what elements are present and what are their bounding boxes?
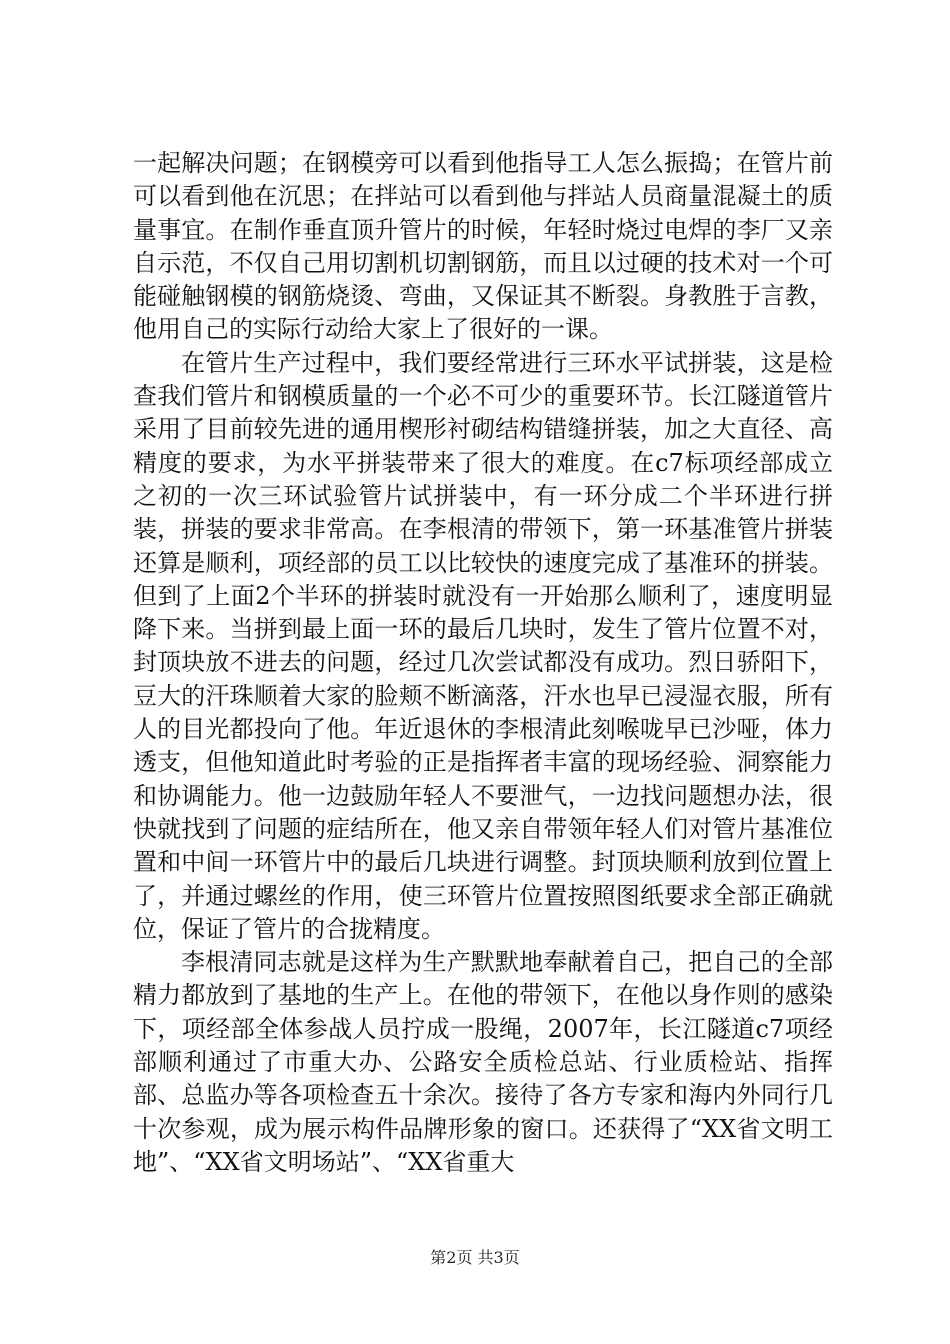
paragraph-1: 一起解决问题；在钢模旁可以看到他指导工人怎么振捣；在管片前可以看到他在沉思；在拌站可以看到他与拌站人员商量混凝土的质量事宜。在制作垂直顶升管片的时候，年轻时烧过电焊的李厂又亲自示范，不仅自己用切割机切割钢筋，而且以过硬的技术对一个可能碰触钢模的钢筋烧烫、弯曲，又保证其不断裂。身教胜于言教，他用自己的实际行动给大家上了很好的一课。 bbox=[133, 149, 833, 344]
paragraph-3: 李根清同志就是这样为生产默默地奉献着自己，把自己的全部精力都放到了基地的生产上。在他的带领下，在他以身作则的感染下，项经部全体参战人员拧成一股绳，2007年，长江隧道c7项经部顺利通过了市重大办、公路安全质检总站、行业质检站、指挥部、总监办等各项检查五十余次。接待了各方专家和海内外同行几十次参观，成为展示构件品牌形象的窗口。还获得了“XX省文明工地”、“XX省文明场站”、“XX省重大 bbox=[133, 948, 833, 1176]
document-body bbox=[133, 147, 833, 1179]
paragraph-2: 在管片生产过程中，我们要经常进行三环水平试拼装，这是检查我们管片和钢模质量的一个必不可少的重要环节。长江隧道管片采用了目前较先进的通用楔形衬砌结构错缝拼装，加之大直径、高精度的要求，为水平拼装带来了很大的难度。在c7标项经部成立之初的一次三环试验管片试拼装中，有一环分成二个半环进行拼装，拼装的要求非常高。在李根清的带领下，第一环基准管片拼装还算是顺利，项经部的员工以比较快的速度完成了基准环的拼装。但到了上面2个半环的拼装时就没有一开始那么顺利了，速度明显降下来。当拼到最上面一环的最后几块时，发生了管片位置不对，封顶块放不进去的问题，经过几次尝试都没有成功。烈日骄阳下，豆大的汗珠顺着大家的脸颊不断滴落，汗水也早已浸湿衣服，所有人的目光都投向了他。年近退休的李根清此刻喉咙早已沙哑，体力透支，但他知道此时考验的正是指挥者丰富的现场经验、洞察能力和协调能力。他一边鼓励年轻人不要泄气，一边找问题想办法，很快就找到了问题的症结所在，他又亲自带领年轻人们对管片基准位置和中间一环管片中的最后几块进行调整。封顶块顺利放到位置上了，并通过螺丝的作用，使三环管片位置按照图纸要求全部正确就位，保证了管片的合拢精度。 bbox=[133, 348, 833, 943]
page-footer: 第2页 共3页 bbox=[430, 1248, 520, 1267]
